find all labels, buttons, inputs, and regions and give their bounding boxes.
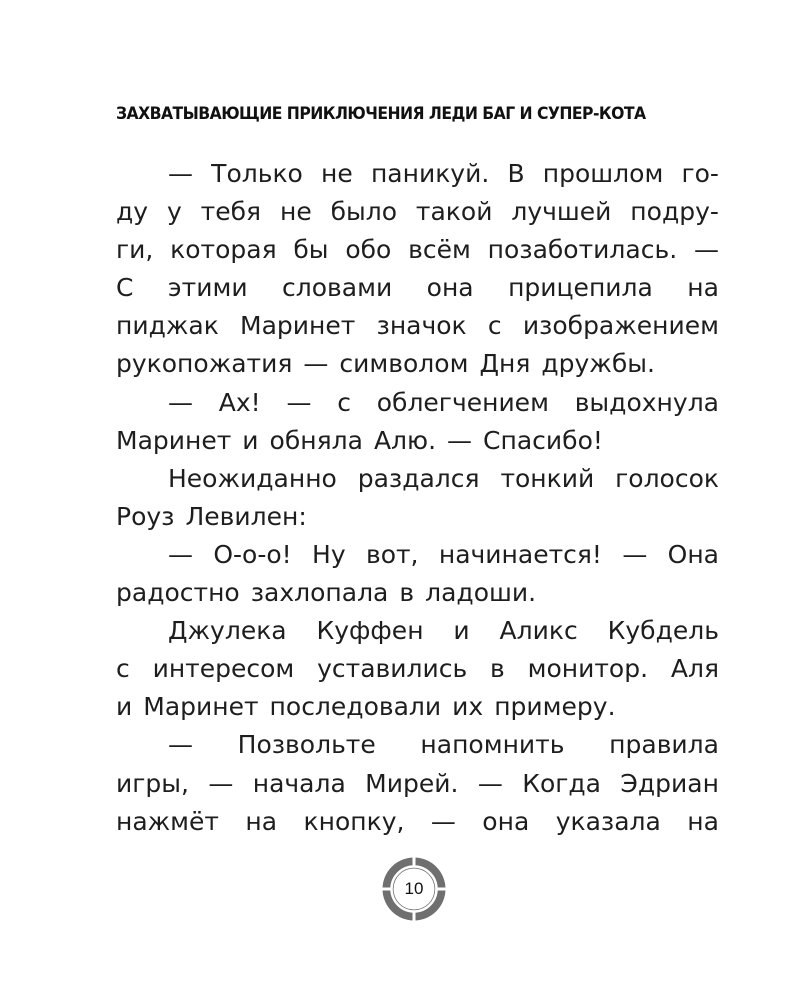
word: В [507,159,525,188]
text-line [116,688,719,726]
word: было [330,197,398,227]
word: символом [339,349,469,379]
word: указала [555,806,661,836]
word: Кубдель [607,616,719,646]
word: — [208,768,234,798]
word: обняла [269,425,363,455]
word: Она [667,539,719,569]
word: пиджак [116,311,219,341]
word: примеру. [494,692,616,722]
word: начинается! [438,539,602,569]
running-head: ЗАХВАТЫВАЮЩИЕ ПРИКЛЮЧЕНИЯ ЛЕДИ БАГ И СУПЕР-КОТА [116,104,646,124]
word: начала [252,768,346,798]
text-line [116,384,719,422]
word: не [279,197,312,227]
word: подру- [630,197,719,227]
word: Ну [312,539,346,569]
word: этими [167,273,248,303]
word: которая [170,235,277,265]
word: изображением [522,311,719,341]
text-line [116,650,719,688]
word: — [168,539,193,569]
word: Только [211,159,303,188]
word: Маринет [240,311,356,341]
word: напомнить [420,730,565,760]
word: правила [609,730,719,760]
word: последовали [269,692,442,722]
text-line [116,765,719,803]
word: с [116,654,130,684]
word: — [447,425,473,455]
word: О-о-о! [213,539,292,569]
word: Левилен: [185,501,307,531]
word: уставились [317,654,468,684]
word: и [453,616,470,646]
word: их [452,692,484,722]
word: на [687,806,719,836]
word: она [426,273,474,303]
word: Когда [522,768,602,798]
word: Позвольте [237,730,376,760]
word: Куффен [316,616,424,646]
word: — [622,539,648,569]
word: значок [376,311,467,341]
word: Дня [479,349,531,379]
word: — [693,235,719,265]
word: Неожиданно [168,463,337,493]
body-text [116,155,719,841]
word: позаботилась. [487,235,678,265]
word: обо [345,235,392,265]
word: захлопала [250,578,389,608]
word: такой [415,197,493,227]
word: Джулека [168,616,287,646]
word: рукопожатия [116,349,293,379]
word: игры, [116,768,189,798]
word: ду [116,197,149,227]
text-line [116,193,719,231]
word: с [487,311,502,341]
word: лучшей [511,197,612,227]
word: вот, [365,539,419,569]
word: радостно [116,578,240,608]
word: Мирей. [365,768,459,798]
word: и [116,692,133,722]
word: облегчением [376,387,549,417]
word: го- [681,159,719,188]
word: дружбы. [541,349,655,379]
word: на [245,806,278,836]
word: прошлом [542,159,664,188]
word: выдохнула [574,387,719,417]
word: и [242,425,259,455]
text-line [116,460,719,498]
word: не [321,159,353,188]
text-line [116,422,719,460]
text-line [116,498,719,536]
word: паникуй. [370,159,490,188]
text-line [116,726,719,764]
word: — [168,387,193,417]
text-line [116,155,719,193]
word: монитор. [527,654,649,684]
word: — [430,806,456,836]
text-line [116,612,719,650]
word: тебя [200,197,262,227]
word: — [168,159,193,188]
word: в [490,654,505,684]
word: она [482,806,530,836]
text-line [116,231,719,269]
word: Роуз [116,501,175,531]
word: Маринет [116,425,232,455]
word: прицепила [508,273,653,303]
word: ладоши. [425,578,537,608]
word: на [687,273,719,303]
word: нажмёт [116,806,219,836]
text-line [116,345,719,383]
page-number-badge [381,856,447,922]
word: голосок [615,463,719,493]
word: у [166,197,182,227]
word: кнопку, [303,806,405,836]
text-line [116,803,719,841]
word: Эдриан [620,768,719,798]
word: бы [293,235,329,265]
word: в [399,578,415,608]
word: интересом [152,654,295,684]
word: — [477,768,503,798]
word: с [337,387,351,417]
word: Маринет [143,692,259,722]
text-line [116,536,719,574]
word: — [303,349,329,379]
word: Спасибо! [483,425,603,455]
word: С [116,273,134,303]
word: словами [282,273,393,303]
page-number: 10 [404,879,424,898]
text-line [116,269,719,307]
word: — [286,387,312,417]
word: тонкий [500,463,595,493]
word: раздался [357,463,480,493]
word: — [168,730,193,760]
word: Аля [670,654,719,684]
text-line [116,307,719,345]
word: Алю. [373,425,437,455]
word: ги, [116,235,154,265]
word: всём [408,235,471,265]
text-line [116,574,719,612]
word: Ах! [218,387,261,417]
word: Аликс [499,616,578,646]
